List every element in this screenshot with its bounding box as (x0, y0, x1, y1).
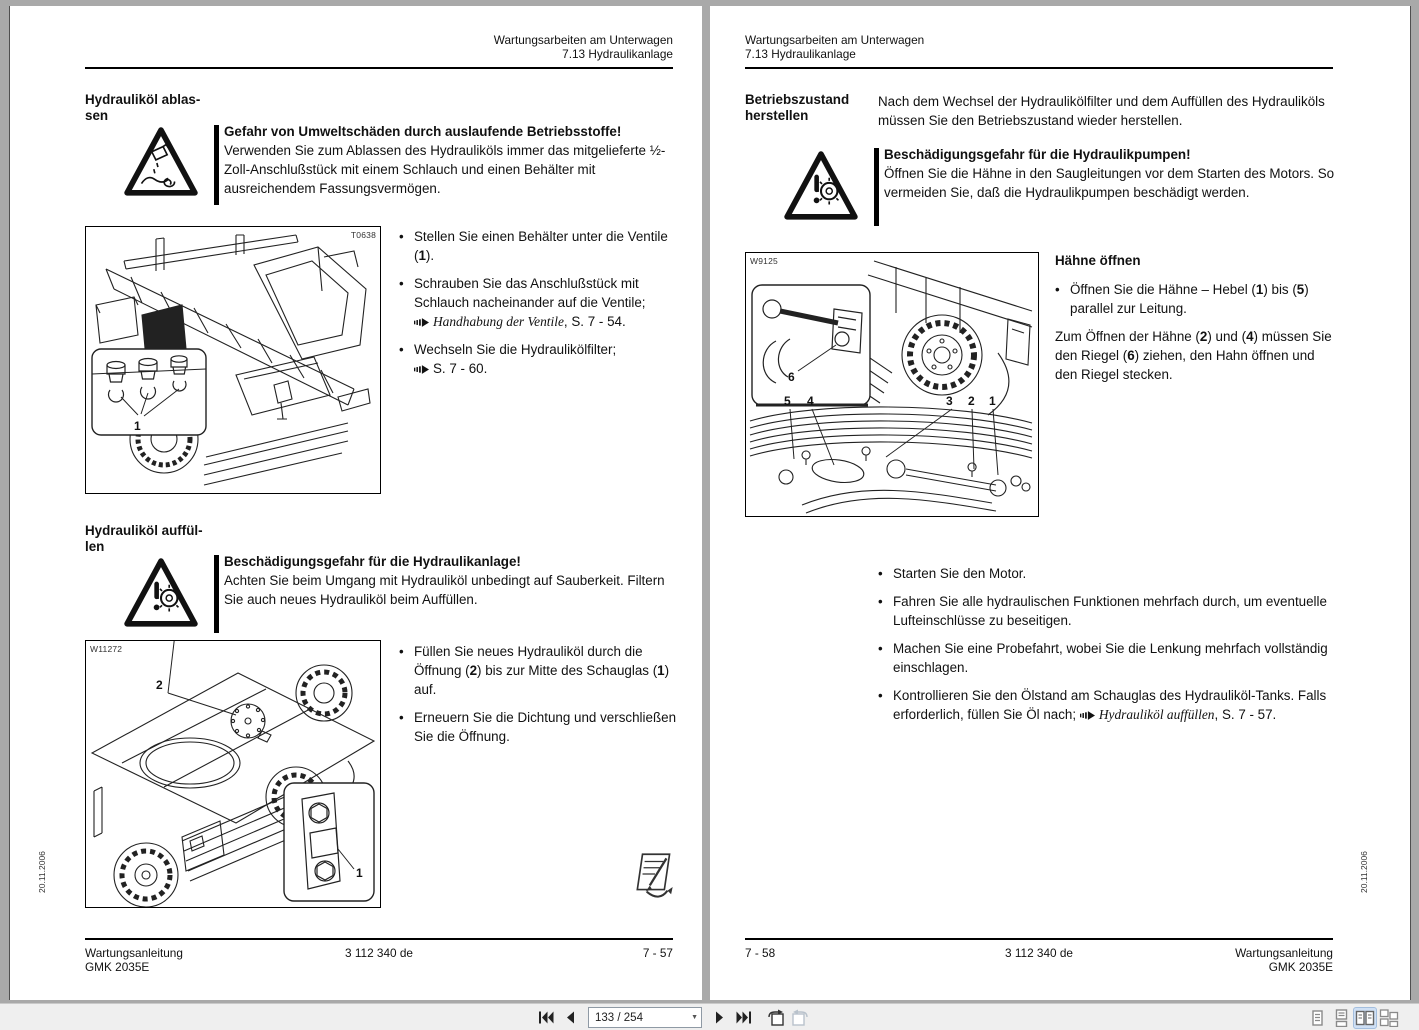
footer-rule (745, 938, 1333, 940)
page-field-dropdown-caret-icon[interactable]: ▼ (691, 1014, 698, 1021)
two-page-layout-icon (1355, 1009, 1375, 1027)
margin-date: 20.11.2006 (37, 851, 47, 893)
figure-callout-1: 1 (134, 419, 141, 433)
next-view-icon (790, 1009, 810, 1026)
reference-arrow-icon (1080, 705, 1095, 724)
text-segment: 1 (418, 248, 426, 263)
bullet-marker: • (878, 594, 883, 609)
warning-block-environment (85, 118, 673, 218)
warning-title: Gefahr von Umweltschäden durch auslaufende Betriebsstoffe! (224, 124, 622, 139)
warning-text (884, 145, 1336, 202)
bullet-marker: • (878, 566, 883, 581)
header-line2: 7.13 Hydraulikanlage (562, 47, 673, 61)
figure-callout-2: 2 (968, 394, 975, 408)
section-label-restore (745, 92, 849, 124)
list-item (399, 340, 684, 378)
text-segment: 2 (469, 663, 478, 678)
list-item-text (414, 642, 689, 699)
taps-note-paragraph (1055, 327, 1340, 384)
warning-block-hydraulic-pumps (745, 143, 1333, 243)
two-page-continuous-layout-button[interactable] (1377, 1007, 1401, 1029)
bullet-marker: • (399, 710, 404, 725)
section-label-line: Betriebszustand (745, 92, 850, 107)
fill-steps-list (399, 642, 689, 755)
warning-text (224, 122, 671, 198)
taps-bullet-list (1055, 280, 1340, 318)
page-number-field-wrap (588, 1007, 702, 1028)
footer-model: GMK 2035E (1268, 960, 1333, 974)
last-page-button[interactable] (732, 1007, 756, 1029)
restore-intro-paragraph: Nach dem Wechsel der Hydraulikölfilter und dem Auffüllen des Hydrauliköls müssen Sie den Betriebszustand wieder herstellen. (878, 94, 1325, 128)
footer-rule (85, 938, 673, 940)
text-segment: Wechseln Sie die Hydraulikölfilter; (414, 342, 617, 357)
text-segment: ). (425, 248, 435, 263)
text-segment: 1 (1255, 282, 1264, 297)
figure-callout-3: 3 (946, 394, 953, 408)
list-item-text (893, 564, 1340, 583)
text-segment: ) auf. (414, 663, 670, 697)
page-layout-group (1305, 1004, 1401, 1030)
header-line1: Wartungsarbeiten am Unterwagen (745, 33, 925, 47)
list-item-text (414, 340, 684, 378)
text-segment: ) müssen Sie den Riegel ( (1055, 329, 1332, 363)
figure-callout-1: 1 (356, 866, 363, 880)
text-segment: 5 (1296, 282, 1305, 297)
list-item-text (893, 639, 1340, 677)
text-segment: Machen Sie eine Probefahrt, wobei Sie die Lenkung mehrfach vollständig einschlagen. (893, 641, 1328, 675)
two-page-layout-button[interactable] (1353, 1007, 1377, 1029)
header-line1: Wartungsarbeiten am Unterwagen (493, 33, 673, 47)
viewer-toolbar (0, 1003, 1419, 1030)
warning-body: Verwenden Sie zum Ablassen des Hydrauliköls immer das mitgelieferte ½-Zoll-Anschlußstück mit einem Schlauch und einen Behälter mit ausreichendem Fassungsvermögen. (224, 143, 666, 196)
figure-ref-label: T0638 (350, 230, 376, 240)
footer-doc-number: 3 112 340 de (344, 946, 413, 960)
next-page-icon (715, 1011, 725, 1024)
single-page-layout-button[interactable] (1305, 1007, 1329, 1029)
warning-bar (214, 555, 219, 633)
warning-body: Öffnen Sie die Hähne in den Saugleitungen vor dem Starten des Motors. So vermeiden Sie, daß die Hydraulikpumpen beschädigt werden. (884, 166, 1335, 200)
figure-crane-valves (85, 226, 381, 494)
two-page-continuous-layout-icon (1379, 1009, 1399, 1027)
cross-reference-text: Hydrauliköl auffüllen (1098, 707, 1215, 722)
header-line2: 7.13 Hydraulikanlage (745, 47, 856, 61)
single-page-layout-icon (1307, 1009, 1327, 1027)
text-segment: Öffnen Sie die Hähne – Hebel ( (1070, 282, 1256, 297)
bullet-marker: • (399, 276, 404, 291)
text-segment: ) ziehen, den Hahn öffnen und den Riegel stecken. (1055, 348, 1315, 382)
text-segment: 6 (1127, 348, 1135, 363)
first-page-button[interactable] (534, 1007, 558, 1029)
text-segment: 4 (1246, 329, 1254, 344)
list-item (399, 708, 689, 746)
section-label-line: sen (85, 108, 109, 123)
next-view-button[interactable] (788, 1007, 812, 1029)
figure-inset-valves (92, 349, 206, 435)
list-item (1055, 280, 1340, 318)
margin-date: 20.11.2006 (1359, 851, 1369, 893)
continuous-layout-icon (1331, 1009, 1351, 1027)
text-segment: Fahren Sie alle hydraulischen Funktionen mehrfach durch, um eventuelle Lufteinschlüsse zu beseitigen. (893, 594, 1327, 628)
figure-callout-6: 6 (788, 370, 795, 384)
warning-title: Beschädigungsgefahr für die Hydraulikanlage! (224, 554, 521, 569)
header-rule (85, 67, 673, 69)
text-segment: Kontrollieren Sie den Ölstand am Schauglas des Hydrauliköl-Tanks. Falls erforderlich, füllen Sie Öl nach; (893, 688, 1327, 722)
taps-title: Hähne öffnen (1055, 253, 1141, 268)
section-label-line: Hydrauliköl ablas- (85, 92, 201, 107)
previous-page-icon (565, 1011, 575, 1024)
footer-doc-title: Wartungsanleitung (85, 946, 183, 960)
bullet-marker: • (399, 229, 404, 244)
drain-steps-list (399, 227, 684, 387)
warning-triangle-gear-icon (783, 149, 859, 225)
footer-right (1235, 946, 1333, 974)
warning-body: Achten Sie beim Umgang mit Hydrauliköl unbedingt auf Sauberkeit. Filtern Sie auch neues Hydrauliköl beim Auffüllen. (224, 573, 665, 607)
section-label-line: herstellen (745, 108, 809, 123)
figure-callout-5: 5 (784, 394, 791, 408)
list-item (399, 642, 689, 699)
footer-page-number: 7 - 58 (745, 946, 776, 960)
figure-ref-label: W9125 (750, 256, 778, 266)
list-item-text (414, 708, 689, 746)
next-page-button[interactable] (708, 1007, 732, 1029)
bullet-marker: • (878, 641, 883, 656)
figure-deck-filler (85, 640, 381, 908)
text-segment: Starten Sie den Motor. (893, 566, 1027, 581)
restore-steps-list (878, 564, 1340, 733)
text-segment: ) bis ( (1263, 282, 1297, 297)
figure-callout-2: 2 (156, 678, 163, 692)
previous-page-button[interactable] (558, 1007, 582, 1029)
reference-arrow-icon (414, 359, 429, 378)
last-page-icon (736, 1011, 752, 1024)
first-page-icon (538, 1011, 554, 1024)
figure-deck-filler-drawing (86, 641, 380, 907)
text-segment: ) und ( (1207, 329, 1247, 344)
figure-callout-1: 1 (989, 394, 996, 408)
page-number-field[interactable] (588, 1007, 702, 1028)
text-segment: Schrauben Sie das Anschlußstück mit Schlauch nacheinander auf die Ventile; (414, 276, 646, 310)
previous-view-button[interactable] (764, 1007, 788, 1029)
list-item (878, 564, 1340, 583)
page-header (494, 33, 673, 61)
previous-view-icon (766, 1009, 786, 1026)
text-segment: 2 (1199, 329, 1208, 344)
text-segment: ) bis zur Mitte des Schauglas ( (477, 663, 658, 678)
list-item (878, 592, 1340, 630)
section-label-line: Hydrauliköl auffül- (85, 523, 203, 538)
list-item-text (893, 686, 1340, 724)
list-item-text (1070, 280, 1340, 318)
text-segment: S. 7 - 60. (433, 361, 488, 376)
bullet-marker: • (399, 644, 404, 659)
figure-inset-sight-glass (284, 783, 374, 901)
header-rule (745, 67, 1333, 69)
figure-crane-valves-drawing (86, 227, 380, 493)
document-page-left (9, 6, 702, 1000)
text-segment: , S. 7 - 54. (563, 314, 626, 329)
taps-open-section (1055, 253, 1340, 384)
page-navigation-group (534, 1004, 812, 1030)
warning-title: Beschädigungsgefahr für die Hydraulikpumpen! (884, 147, 1191, 162)
list-item-text (414, 274, 684, 331)
figure-inset-tap-lever (752, 285, 870, 405)
notes-pictogram-icon (632, 848, 678, 900)
list-item (399, 274, 684, 331)
list-item-text (893, 592, 1340, 630)
footer-model: GMK 2035E (85, 960, 150, 974)
bullet-marker: • (399, 342, 404, 357)
warning-triangle-gear-icon (123, 556, 199, 632)
figure-ref-label: W11272 (90, 644, 123, 654)
footer-page-number: 7 - 57 (642, 946, 673, 960)
reference-arrow-icon (414, 312, 429, 331)
continuous-layout-button[interactable] (1329, 1007, 1353, 1029)
page-header (745, 33, 924, 61)
warning-triangle-oil-spill-icon (123, 125, 199, 201)
footer-doc-number: 3 112 340 de (1004, 946, 1073, 960)
text-segment: Erneuern Sie die Dichtung und verschließen Sie die Öffnung. (414, 710, 677, 744)
warning-text (224, 552, 671, 609)
list-item-text (414, 227, 684, 265)
footer-doc-title: Wartungsanleitung (1235, 946, 1333, 960)
document-page-right (710, 6, 1411, 1000)
warning-block-hydraulic-system (85, 550, 673, 650)
text-segment: Füllen Sie neues Hydrauliköl durch die Öffnung ( (414, 644, 643, 678)
text-segment: ) parallel zur Leitung. (1070, 282, 1309, 316)
list-item (399, 227, 684, 265)
figure-suction-taps-drawing (746, 253, 1038, 516)
bullet-marker: • (878, 688, 883, 703)
list-item (878, 639, 1340, 677)
text-segment: , S. 7 - 57. (1214, 707, 1277, 722)
list-item (878, 686, 1340, 724)
text-segment: Stellen Sie einen Behälter unter die Ventile ( (414, 229, 668, 263)
figure-suction-taps (745, 252, 1039, 517)
text-segment: 1 (657, 663, 665, 678)
section-label-line: len (85, 539, 105, 554)
warning-bar (214, 125, 219, 205)
warning-bar (874, 148, 879, 226)
text-segment: Zum Öffnen der Hähne ( (1055, 329, 1200, 344)
cross-reference-text: Handhabung der Ventile (433, 314, 564, 329)
figure-callout-4: 4 (807, 394, 814, 408)
bullet-marker: • (1055, 282, 1060, 297)
